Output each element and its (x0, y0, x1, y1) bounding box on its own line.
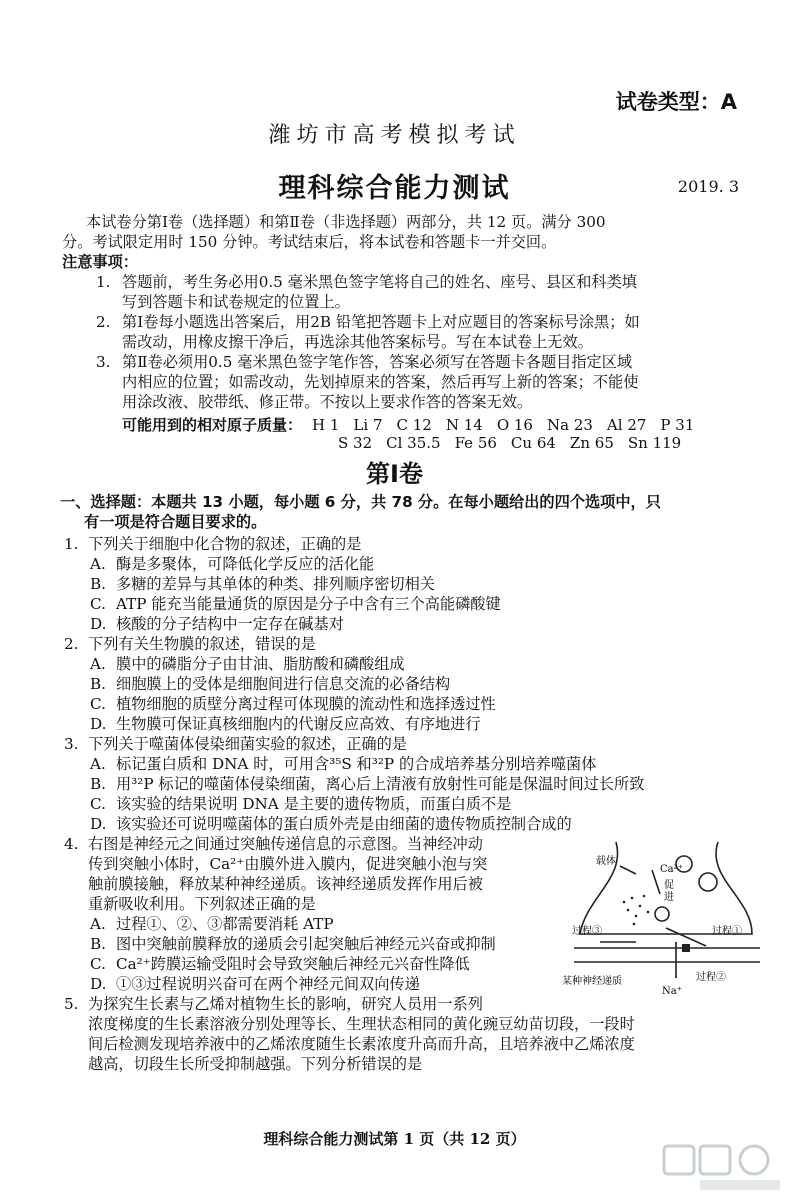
question-number: 3. (64, 735, 79, 753)
option-letter: D. (90, 975, 107, 993)
intro-line-2: 分。考试限定用时 150 分钟。考试结束后，将本试卷和答题卡一并交回。 (62, 233, 557, 251)
diagram-label-enter: 进 (664, 892, 674, 903)
diagram-label-promote: 促 (664, 880, 674, 891)
atomic-mass: Cu 64 (510, 434, 556, 452)
section-heading-line-1: 一、选择题：本题共 13 小题，每小题 6 分，共 78 分。在每小题给出的四个选项中，只 (60, 493, 661, 511)
option-letter: A. (90, 755, 106, 773)
question-option (90, 694, 496, 714)
option-text: 过程①、②、③都需要消耗 ATP (116, 915, 334, 933)
option-text: 标记蛋白质和 DNA 时，可用含³⁵S 和³²P 的合成培养基分别培养噬菌体 (116, 755, 597, 773)
atomic-mass: Li 7 (353, 416, 383, 434)
diagram-label-transmitter: 某种神经递质 (562, 976, 622, 987)
note-line: 第Ⅰ卷每小题选出答案后，用2B 铅笔把答题卡上对应题目的答案标号涂黑；如 (122, 313, 640, 331)
atomic-mass-row-1 (122, 414, 708, 435)
option-text: 细胞膜上的受体是细胞间进行信息交流的必备结构 (116, 675, 451, 693)
question-stem-line: 浓度梯度的生长素溶液分别处理等长、生理状态相同的黄化豌豆幼苗切段，一段时 (88, 1015, 635, 1033)
option-text: 生物膜可保证真核细胞内的代谢反应高效、有序地进行 (116, 715, 481, 733)
question-number: 5. (64, 995, 79, 1013)
note-number: 3. (96, 353, 111, 371)
atomic-mass: Cl 35.5 (386, 434, 441, 452)
exam-name: 潍坊市高考模拟考试 (268, 123, 521, 148)
option-letter: C. (90, 955, 106, 973)
note-line: 内相应的位置；如需改动，先划掉原来的答案，然后再写上新的答案；不能使 (122, 373, 639, 391)
calcium-arrow (652, 870, 660, 894)
synaptic-vesicle (699, 873, 717, 891)
question-number: 2. (64, 635, 79, 653)
question-stem-line: 触前膜接触，释放某种神经递质。该神经递质发挥作用后被 (88, 875, 483, 893)
question-stem-line: 右图是神经元之间通过突触传递信息的示意图。当神经冲动 (88, 835, 483, 853)
carrier-pointer (620, 866, 636, 874)
note-number: 1. (96, 273, 111, 291)
volume-title: 第Ⅰ卷 (366, 460, 423, 488)
question-option (90, 934, 496, 954)
question-option (90, 914, 334, 934)
diagram-label-process-2: 过程② (696, 972, 726, 983)
question-option (90, 814, 572, 834)
note-number: 2. (96, 313, 111, 331)
question-number: 1. (64, 535, 79, 553)
paper-type: 试卷类型：A (615, 90, 737, 114)
intro-line-1: 本试卷分第Ⅰ卷（选择题）和第Ⅱ卷（非选择题）两部分，共 12 页。满分 300 (86, 213, 606, 231)
atomic-mass: Na 23 (546, 416, 593, 434)
diagram-label-process-3: 过程③ (572, 926, 602, 937)
option-text: ATP 能充当能量通货的原因是分子中含有三个高能磷酸键 (116, 595, 501, 613)
notes-label: 注意事项： (62, 253, 138, 271)
synapse-diagram (556, 838, 778, 998)
option-text: 核酸的分子结构中一定存在碱基对 (116, 615, 344, 633)
exam-date: 2019. 3 (677, 177, 739, 196)
option-letter: D. (90, 715, 107, 733)
question-option (90, 954, 470, 974)
option-text: ①③过程说明兴奋可在两个神经元间双向传递 (116, 975, 420, 993)
option-text: 植物细胞的质壁分离过程可体现膜的流动性和选择透过性 (116, 695, 496, 713)
option-text: 图中突触前膜释放的递质会引起突触后神经元兴奋或抑制 (116, 935, 496, 953)
option-letter: C. (90, 695, 106, 713)
question-option (90, 614, 344, 634)
question-option (90, 554, 374, 574)
atomic-mass: P 31 (660, 416, 695, 434)
question-stem: 下列有关生物膜的叙述，错误的是 (88, 635, 316, 653)
option-text: Ca²⁺跨膜运输受阻时会导致突触后神经元兴奋性降低 (116, 955, 470, 973)
question-option (90, 774, 644, 794)
question-stem-line: 传到突触小体时，Ca²⁺由膜外进入膜内，促进突触小泡与突 (88, 855, 488, 873)
exam-title: 理科综合能力测试 (278, 173, 511, 204)
atomic-mass: Zn 65 (569, 434, 614, 452)
question-option (90, 794, 511, 814)
option-letter: A. (90, 915, 106, 933)
note-line: 需改动，用橡皮擦干净后，再选涂其他答案标号。写在本试卷上无效。 (122, 333, 593, 351)
question-option (90, 754, 596, 774)
atomic-mass: Al 27 (606, 416, 647, 434)
note-line: 写到答题卡和试卷规定的位置上。 (122, 293, 350, 311)
question-stem: 下列关于噬菌体侵染细菌实验的叙述，正确的是 (88, 735, 407, 753)
section-heading-line-2: 有一项是符合题目要求的。 (84, 513, 267, 531)
diagram-label-carrier: 载体 (596, 856, 616, 867)
question-stem-line: 越高，切段生长所受抑制越强。下列分析错误的是 (88, 1055, 423, 1073)
question-option (90, 654, 405, 674)
diagram-label-process-1: 过程① (712, 926, 742, 937)
atomic-mass-row-2 (338, 434, 695, 452)
note-line: 答题前，考生务必用0.5 毫米黑色签字笔将自己的姓名、座号、县区和科类填 (122, 273, 637, 291)
atomic-mass-label: 可能用到的相对原子质量： (122, 416, 303, 434)
atomic-mass: N 14 (445, 416, 483, 434)
process-1-arrow (666, 928, 706, 946)
option-text: 酶是多聚体，可降低化学反应的活化能 (116, 555, 375, 573)
option-letter: D. (90, 815, 107, 833)
diagram-label-sodium: Na⁺ (662, 986, 682, 997)
question-option (90, 974, 420, 994)
atomic-mass: C 12 (396, 416, 432, 434)
question-stem-line: 重新吸收利用。下列叙述正确的是 (88, 895, 316, 913)
option-letter: B. (90, 575, 106, 593)
option-letter: B. (90, 675, 106, 693)
receptor (682, 944, 690, 952)
atomic-mass: O 16 (496, 416, 533, 434)
question-option (90, 594, 501, 614)
option-letter: B. (90, 775, 106, 793)
question-option (90, 714, 481, 734)
option-letter: B. (90, 935, 106, 953)
page-footer: 理科综合能力测试第 1 页（共 12 页） (263, 1130, 526, 1148)
atomic-mass: Sn 119 (627, 434, 682, 452)
question-option (90, 674, 450, 694)
option-letter: C. (90, 595, 106, 613)
atomic-mass: S 32 (338, 434, 373, 452)
synaptic-vesicle (655, 907, 669, 921)
atomic-mass: Fe 56 (454, 434, 497, 452)
option-text: 该实验的结果说明 DNA 是主要的遗传物质，而蛋白质不是 (116, 795, 512, 813)
note-line: 用涂改液、胶带纸、修正带。不按以上要求作答的答案无效。 (122, 393, 533, 411)
question-stem: 下列关于细胞中化合物的叙述，正确的是 (88, 535, 362, 553)
option-text: 膜中的磷脂分子由甘油、脂肪酸和磷酸组成 (116, 655, 405, 673)
option-text: 用³²P 标记的噬菌体侵染细菌，离心后上清液有放射性可能是保温时间过长所致 (116, 775, 645, 793)
diagram-label-calcium: Ca²⁺ (660, 864, 683, 875)
atomic-mass: H 1 (312, 416, 340, 434)
watermark-logo (660, 1140, 785, 1195)
question-stem-line: 为探究生长素与乙烯对植物生长的影响，研究人员用一系列 (88, 995, 483, 1013)
note-line: 第Ⅱ卷必须用0.5 毫米黑色签字笔作答，答案必须写在答题卡各题目指定区域 (122, 353, 633, 371)
question-option (90, 574, 435, 594)
option-letter: C. (90, 795, 106, 813)
option-letter: D. (90, 615, 107, 633)
question-stem-line: 间后检测发现培养液中的乙烯浓度随生长素浓度升高而升高，且培养液中乙烯浓度 (88, 1035, 635, 1053)
option-text: 多糖的差异与其单体的种类、排列顺序密切相关 (116, 575, 435, 593)
option-letter: A. (90, 555, 106, 573)
question-number: 4. (64, 835, 79, 853)
option-text: 该实验还可说明噬菌体的蛋白质外壳是由细菌的遗传物质控制合成的 (116, 815, 572, 833)
option-letter: A. (90, 655, 106, 673)
